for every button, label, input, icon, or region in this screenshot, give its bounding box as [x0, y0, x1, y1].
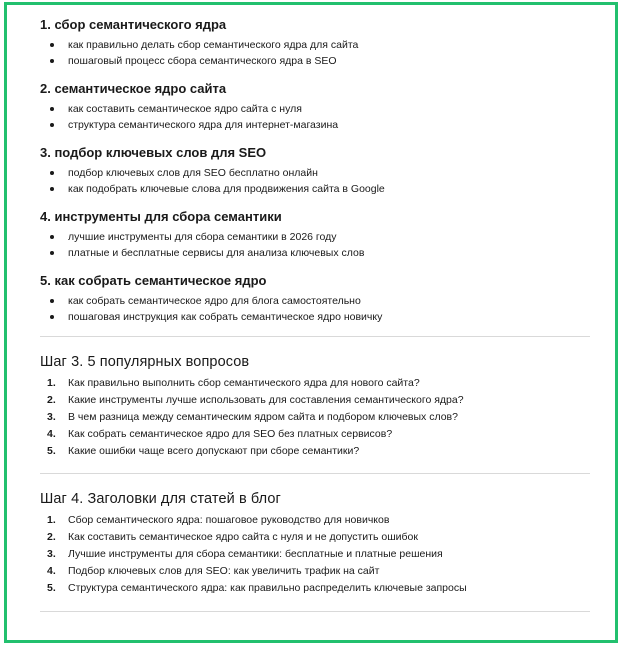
keyword-text: пошаговая инструкция как собрать семантическое ядро новичку [68, 311, 383, 323]
item-number: 4. [47, 428, 56, 440]
keyword-list [40, 165, 590, 197]
question-text: В чем разница между семантическим ядром сайта и подбором ключевых слов? [68, 411, 458, 423]
keyword-item [40, 309, 590, 325]
keyword-item [40, 181, 590, 197]
item-number: 4. [47, 565, 56, 577]
headline-text: Сбор семантического ядра: пошаговое руководство для новичков [68, 514, 390, 526]
keyword-group-2 [40, 80, 590, 133]
headline-item [40, 563, 590, 580]
headline-text: Структура семантического ядра: как правильно распределить ключевые запросы [68, 582, 467, 594]
keyword-item [40, 117, 590, 133]
popular-questions-section [40, 337, 590, 460]
question-item [40, 426, 590, 443]
keyword-group-5 [40, 272, 590, 325]
headline-item [40, 580, 590, 597]
keyword-group-title: 5. как собрать семантическое ядро [40, 273, 267, 288]
question-item [40, 392, 590, 409]
headline-item [40, 529, 590, 546]
keyword-text: платные и бесплатные сервисы для анализа ключевых слов [68, 247, 365, 259]
item-number: 2. [47, 531, 56, 543]
bullet-icon [50, 59, 54, 63]
item-number: 5. [47, 445, 56, 457]
question-text: Как правильно выполнить сбор семантического ядра для нового сайта? [68, 377, 420, 389]
keyword-list [40, 101, 590, 133]
document-frame [4, 2, 618, 643]
bullet-icon [50, 123, 54, 127]
section-title: Шаг 3. 5 популярных вопросов [40, 354, 250, 370]
document-content [40, 16, 590, 612]
headline-text: Подбор ключевых слов для SEO: как увеличить трафик на сайт [68, 565, 380, 577]
question-text: Какие инструменты лучше использовать для составления семантического ядра? [68, 394, 464, 406]
section-title: Шаг 4. Заголовки для статей в блог [40, 491, 281, 507]
headline-text: Как составить семантическое ядро сайта с нуля и не допустить ошибок [68, 531, 418, 543]
bullet-icon [50, 171, 54, 175]
item-number: 1. [47, 514, 56, 526]
keyword-item [40, 293, 590, 309]
keyword-text: как правильно делать сбор семантического ядра для сайта [68, 39, 359, 51]
bullet-icon [50, 43, 54, 47]
keyword-group-3 [40, 144, 590, 197]
keyword-text: как собрать семантическое ядро для блога самостоятельно [68, 295, 361, 307]
headline-item [40, 512, 590, 529]
keyword-text: структура семантического ядра для интернет-магазина [68, 119, 339, 131]
question-text: Какие ошибки чаще всего допускают при сборе семантики? [68, 445, 360, 457]
bullet-icon [50, 187, 54, 191]
item-number: 3. [47, 548, 56, 560]
keyword-list [40, 37, 590, 69]
keyword-text: как составить семантическое ядро сайта с нуля [68, 103, 302, 115]
section-divider [40, 611, 590, 612]
keyword-group-title: 1. сбор семантического ядра [40, 17, 227, 32]
keyword-group-title: 3. подбор ключевых слов для SEO [40, 145, 267, 160]
keyword-text: подбор ключевых слов для SEO бесплатно онлайн [68, 167, 318, 179]
questions-list [40, 375, 590, 460]
bullet-icon [50, 107, 54, 111]
item-number: 2. [47, 394, 56, 406]
bullet-icon [50, 315, 54, 319]
keyword-item [40, 245, 590, 261]
item-number: 5. [47, 582, 56, 594]
question-item [40, 443, 590, 460]
keyword-group-title: 4. инструменты для сбора семантики [40, 209, 282, 224]
blog-headlines-section [40, 474, 590, 597]
keyword-list [40, 293, 590, 325]
keyword-item [40, 229, 590, 245]
bullet-icon [50, 251, 54, 255]
bullet-icon [50, 235, 54, 239]
question-item [40, 409, 590, 426]
keyword-item [40, 53, 590, 69]
keyword-group-4 [40, 208, 590, 261]
item-number: 3. [47, 411, 56, 423]
headline-item [40, 546, 590, 563]
keyword-text: пошаговый процесс сбора семантического ядра в SEO [68, 55, 337, 67]
headline-text: Лучшие инструменты для сбора семантики: бесплатные и платные решения [68, 548, 443, 560]
keyword-item [40, 101, 590, 117]
keyword-text: как подобрать ключевые слова для продвижения сайта в Google [68, 183, 385, 195]
keyword-text: лучшие инструменты для сбора семантики в 2026 году [68, 231, 337, 243]
item-number: 1. [47, 377, 56, 389]
keyword-group-1 [40, 16, 590, 69]
bullet-icon [50, 299, 54, 303]
keyword-list [40, 229, 590, 261]
question-text: Как собрать семантическое ядро для SEO без платных сервисов? [68, 428, 393, 440]
keyword-item [40, 37, 590, 53]
question-item [40, 375, 590, 392]
keyword-item [40, 165, 590, 181]
keyword-group-title: 2. семантическое ядро сайта [40, 81, 227, 96]
headlines-list [40, 512, 590, 597]
